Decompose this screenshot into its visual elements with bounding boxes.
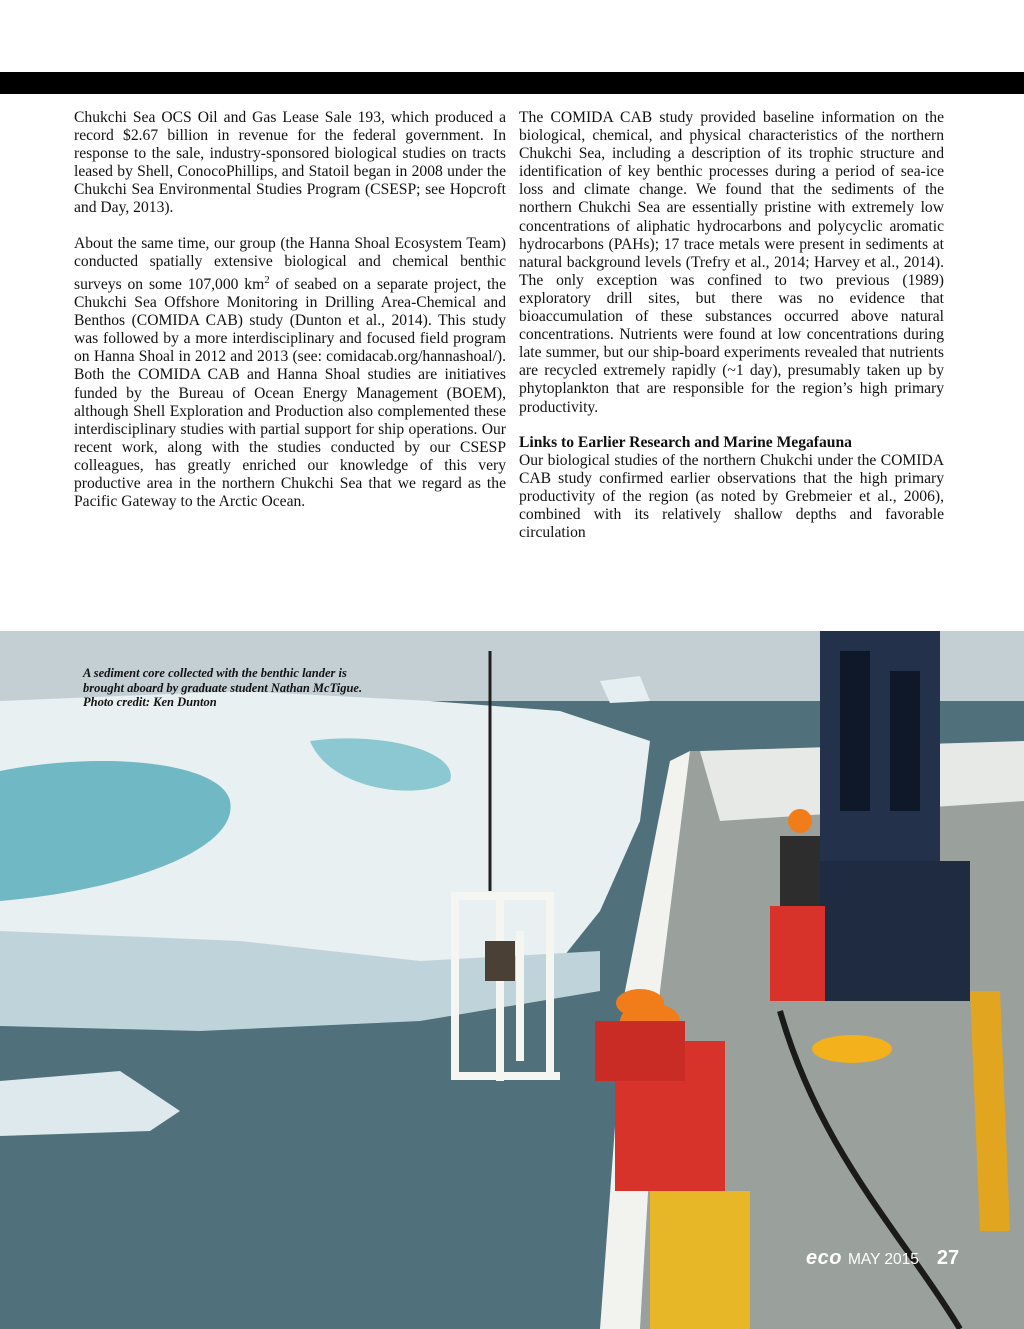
ship-deck-photo [0, 631, 1024, 1329]
superscript-2: 2 [264, 273, 270, 286]
crane-base [800, 861, 970, 1001]
deck-hatch [812, 1035, 892, 1063]
right-text-column [519, 109, 944, 559]
issue-date: MAY 2015 [847, 1251, 919, 1268]
left-paragraph-2: About the same time, our group (the Hanna Shoal Ecosystem Team) conducted spatially extensive biological and chemical benthic surveys on some 107,000 $km^2$ of seabed on a separate project, the Chukchi Sea Offshore Monitoring in Drilling Area-Chemical and Benthos (COMIDA CAB) study (Dunton et al., 2014). This study was followed by a more interdisciplinary and focused field program on Hanna Shoal in 2012 and 2013 (see: comidacab.org/hannashoal/). Both the COMIDA CAB and Hanna Shoal studies are initiatives funded by the Bureau of Ocean Energy Management (BOEM), although Shell Exploration and Production also complemented these interdisciplinary studies with partial support for ship operations. Our recent work, along with the studies conducted by our CSESP colleagues, has greatly enriched our knowledge of this very productive area in the northern Chukchi Sea that we regard as the Pacific Gateway to the Arctic Ocean. [74, 234, 506, 511]
right-paragraph-1: The COMIDA CAB study provided baseline information on the biological, chemical, and physical characteristics of the northern Chukchi Sea, including a description of its trophic structure and identification of key benthic processes during a period of sea-ice loss and climate change. We found that the sediments of the northern Chukchi Sea are essentially pristine with extremely low concentrations of aliphatic hydrocarbons and polycyclic aromatic hydrocarbons (PAHs); 17 trace metals were present in sediments at natural background levels (Trefry et al., 2014; Harvey et al., 2014). The only exception was confined to two previous (1989) exploratory drill sites, but there was no evidence that bioaccumulation of these substances occurred above natural concentrations. Nutrients were found at low concentrations during late summer, but our ship-board experiments revealed that nutrients are recycled extremely rapidly (~1 day), presumably taken up by phytoplankton that are responsible for the region’s high primary productivity. [519, 109, 944, 416]
magazine-brand: eco [806, 1247, 842, 1269]
page-footer [806, 1247, 959, 1273]
photo-illustration [0, 631, 1024, 1329]
crane-column [840, 651, 870, 811]
left-paragraph-1: Chukchi Sea OCS Oil and Gas Lease Sale 193, which produced a record $2.67 billion in revenue for the federal government. In response to the sale, industry-sponsored biological studies on tracts leased by Shell, ConocoPhillips, and Statoil began in 2008 under the Chukchi Sea Environmental Studies Program (CSESP; see Hopcroft and Day, 2013). [74, 109, 506, 217]
page-number: 27 [936, 1247, 960, 1269]
sediment-core [485, 941, 515, 981]
right-paragraph-2: Our biological studies of the northern Chukchi under the COMIDA CAB study confirmed earlier observations that the high primary productivity of the region (as noted by Grebmeier et al., 2006), combined with its relatively shallow depths and favorable circulation [519, 451, 944, 542]
left-text-column [74, 109, 506, 528]
section-heading: Links to Earlier Research and Marine Megafauna [519, 433, 852, 451]
crane-column-2 [890, 671, 920, 811]
photo-caption: A sediment core collected with the benthic lander is brought aboard by graduate student Nathan McTigue. Photo credit: Ken Dunton [83, 666, 363, 710]
top-black-bar [0, 72, 1024, 94]
